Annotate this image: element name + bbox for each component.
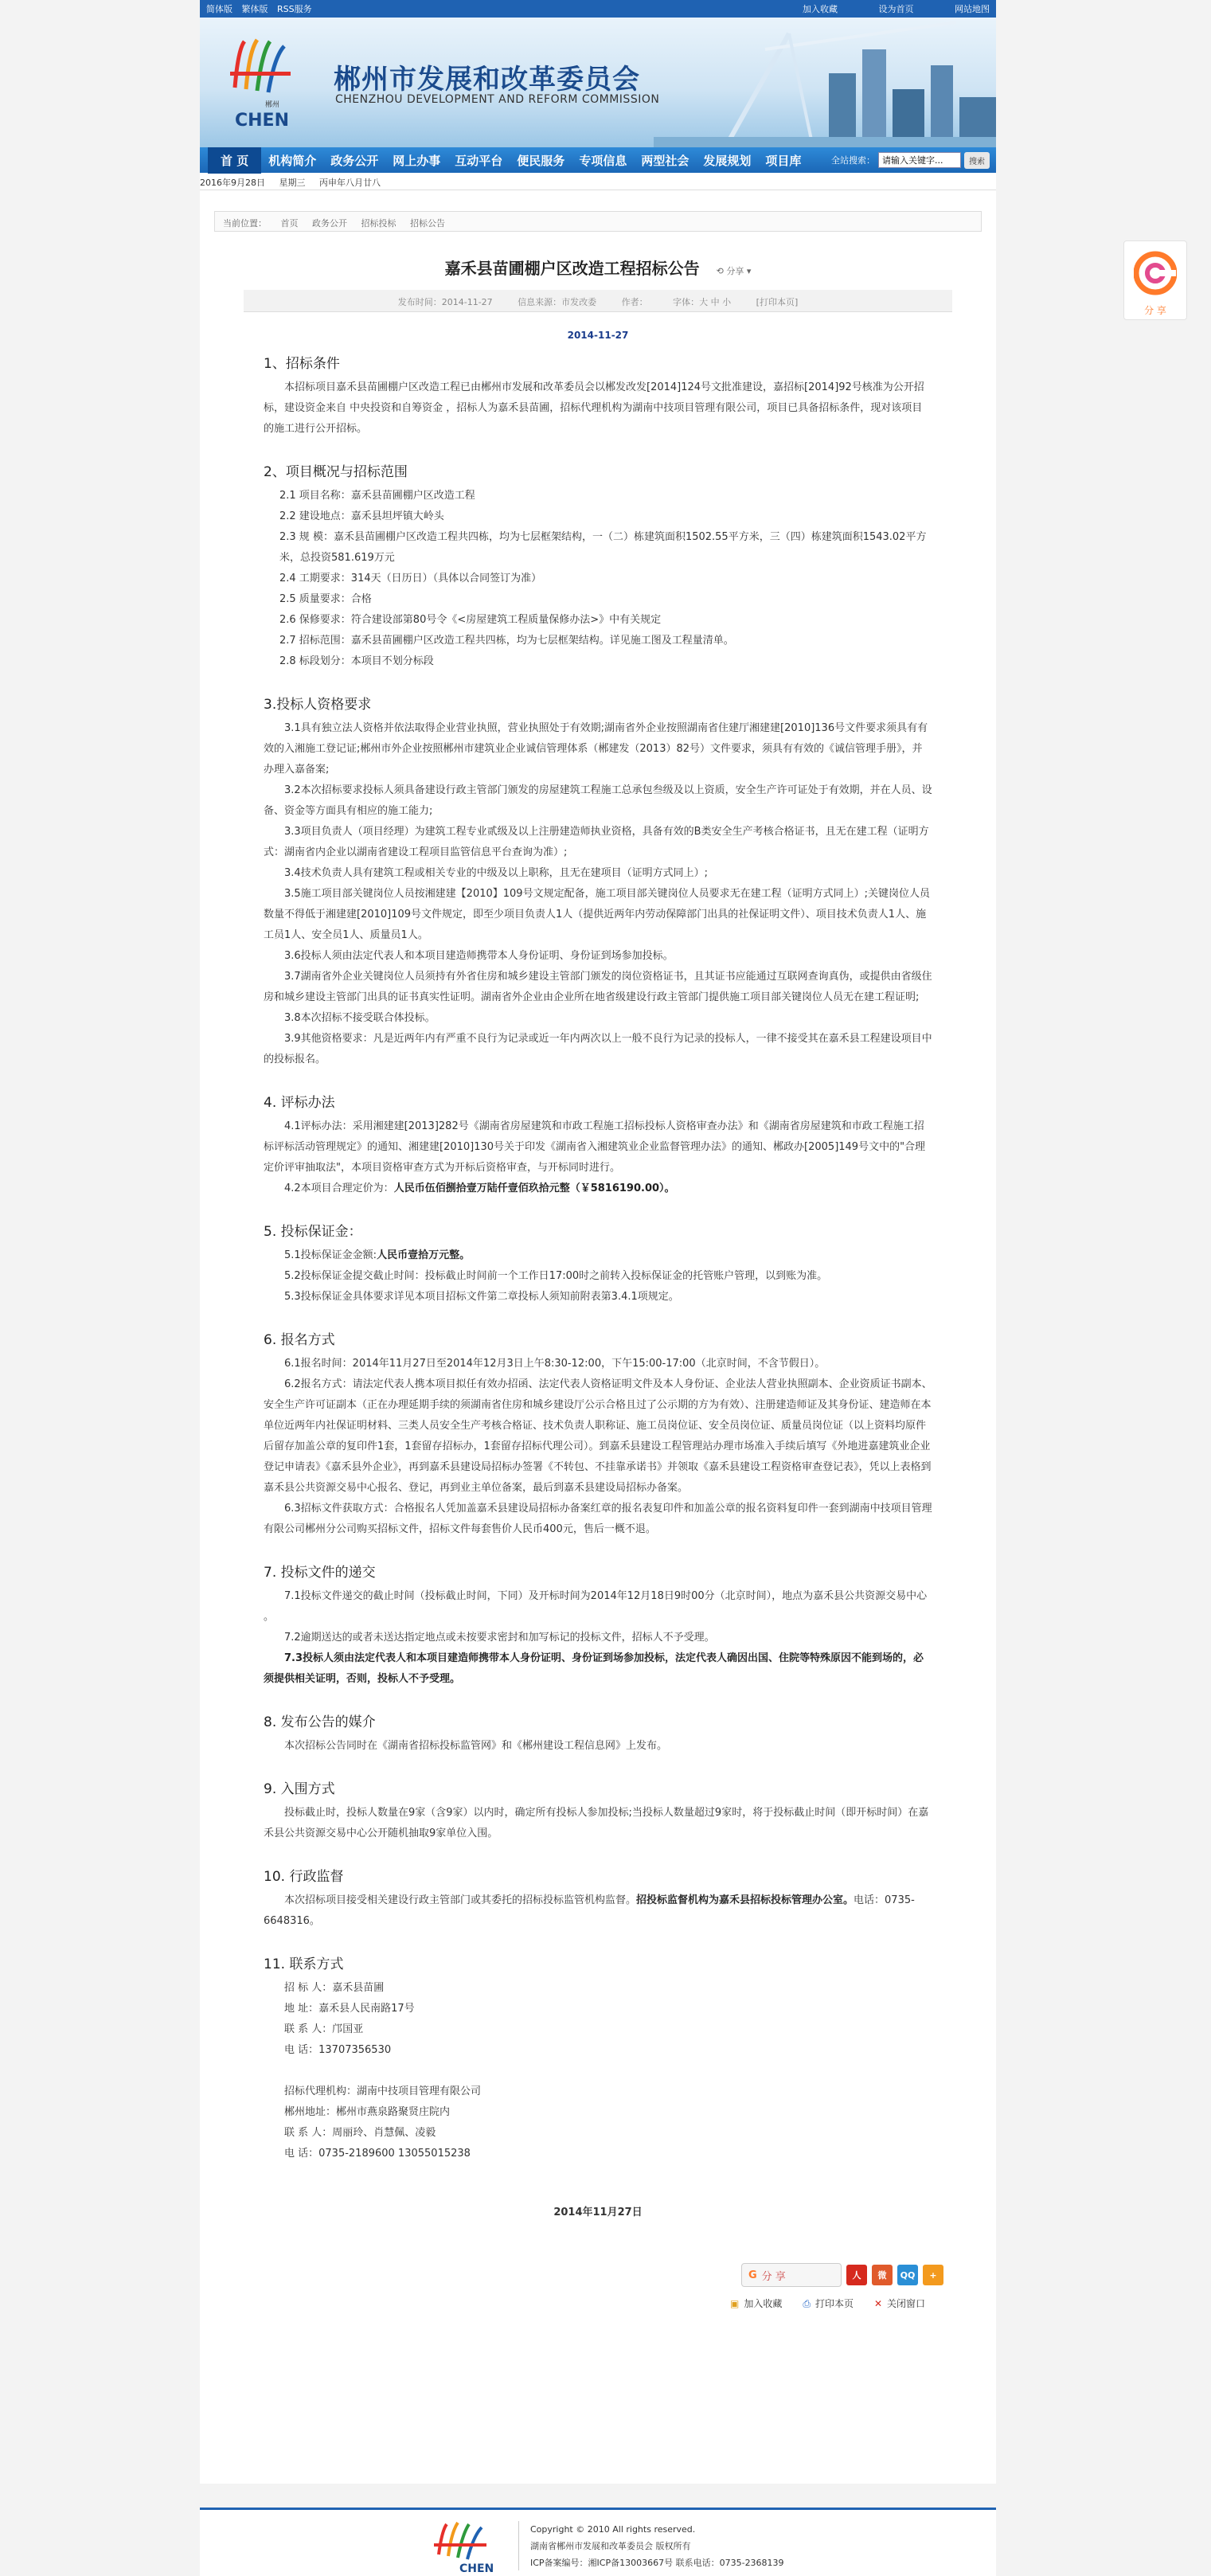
- breadcrumb: [214, 211, 982, 232]
- contact-line: 电 话：13707356530: [284, 2044, 392, 2056]
- meta-author: 作者：: [621, 297, 648, 307]
- nav-online-service[interactable]: 网上办事: [393, 153, 441, 168]
- search-input[interactable]: [878, 152, 961, 168]
- section-1-text: 本招标项目嘉禾县苗圃棚户区改造工程已由郴州市发展和改革委员会以郴发改发[2014]124号文批准建设，嘉招标[2014]92号核准为公开招标，建设资金来自 中央投资和自筹资金 ，招标人为嘉禾县苗圃，招标代理机构为湖南中技项目管理有限公司，项目已具备招标条件，现对该项目的施工进行公开招标。: [264, 381, 924, 435]
- meta-source: 信息来源：市发改委: [518, 297, 597, 307]
- contact-line: 郴州地址：郴州市燕泉路聚贤庄院内: [284, 2106, 451, 2118]
- tool-add-favorite-label: 加入收藏: [744, 2298, 783, 2309]
- page-tools: [730, 2297, 996, 2310]
- nav-special-info[interactable]: 专项信息: [579, 153, 627, 168]
- nav-about[interactable]: 机构简介: [268, 153, 317, 168]
- section-3-item: 3.2本次招标要求投标人须具备建设行政主管部门颁发的房屋建筑工程施工总承包叁级及以上资质，安全生产许可证处于有效期，并在人员、设备、资金等方面具有相应的施工能力;: [264, 784, 932, 817]
- section-3-title: 3.投标人资格要求: [264, 697, 372, 713]
- logo-text: CHEN: [235, 111, 289, 131]
- link-sitemap[interactable]: 网站地图: [955, 4, 990, 14]
- share-button[interactable]: [741, 2263, 842, 2287]
- nav-interaction[interactable]: 互动平台: [455, 153, 503, 168]
- deposit-label: 5.1投标保证金金额:: [284, 1249, 377, 1261]
- section-3-item: 3.9其他资格要求：凡是近两年内有严重不良行为记录或近一年内两次以上一般不良行为记录的投标人，一律不接受其在嘉禾县工程建设项目中的投标报名。: [264, 1033, 932, 1065]
- section-6-text: 6.1报名时间：2014年11月27日至2014年12月3日上午8:30-12:00，下午15:00-17:00（北京时间，不含节假日）。: [284, 1358, 826, 1370]
- search-button[interactable]: 搜索: [964, 152, 990, 169]
- section-10-title: 10. 行政监督: [264, 1869, 344, 1885]
- section-7-text: 7.1投标文件递交的截止时间（投标截止时间，下同）及开标时间为2014年12月18日9时00分（北京时间），地点为嘉禾县公共资源交易中心 。: [264, 1590, 928, 1623]
- breadcrumb-tender[interactable]: 招标投标: [361, 218, 397, 229]
- section-2-title: 2、项目概况与招标范围: [264, 464, 408, 480]
- section-3-item: 3.5施工项目部关键岗位人员按湘建建【2010】109号文规定配备，施工项目部关键岗位人员要求无在建工程（证明方式同上）;关键岗位人员数量不得低于湘建建[2010]109号文件规定，即至少项目负责人1人（提供近两年内劳动保障部门出具的社保证明文件）、项目技术负责人1人、施工员1人、安全员1人、质量员1人。: [264, 888, 930, 941]
- site-logo-icon[interactable]: [230, 33, 291, 131]
- section-9-text: 投标截止时，投标人数量在9家（含9家）以内时，确定所有投标人参加投标;当投标人数量超过9家时，将于投标截止时间（即开标时间）在嘉禾县公共资源交易中心公开随机抽取9家单位入围。: [264, 1807, 929, 1839]
- section-2-item: 2.7 招标范围：嘉禾县苗圃棚户区改造工程共四栋，均为七层框架结构。详见施工图及工程量清单。: [279, 635, 734, 647]
- link-add-favorite[interactable]: 加入收藏: [803, 4, 838, 14]
- deposit-value: 人民币壹拾万元整。: [377, 1249, 471, 1261]
- article-title-row: [200, 256, 996, 279]
- breadcrumb-label: 当前位置：: [223, 218, 267, 229]
- skyline-decoration: [654, 18, 996, 147]
- contact-line: 地 址：嘉禾县人民南路17号: [284, 2003, 415, 2015]
- section-6-text: 6.3招标文件获取方式：合格报名人凭加盖嘉禾县建设局招标办备案红章的报名表复印件和加盖公章的报名资料复印件一套到湖南中技项目管理有限公司郴州分公司购买招标文件，招标文件每套售价人民币400元，售后一概不退。: [264, 1503, 932, 1535]
- section-11-title: 11. 联系方式: [264, 1956, 344, 1972]
- section-2-item: 2.3 规 模：嘉禾县苗圃棚户区改造工程共四栋，均为七层框架结构，一（二）栋建筑面积1502.55平方米，三（四）栋建筑面积1543.02平方米，总投资581.619万元: [279, 531, 927, 564]
- nav-home[interactable]: 首 页: [208, 147, 261, 174]
- nav-project-library[interactable]: 项目库: [765, 153, 802, 168]
- link-traditional[interactable]: 繁体版: [241, 4, 268, 14]
- section-2-item: 2.4 工期要求：314天（日历日）（具体以合同签订为准）: [279, 573, 542, 584]
- footer-owner: 湖南省郴州市发展和改革委员会 版权所有: [530, 2541, 691, 2551]
- folder-icon: ▣: [730, 2298, 740, 2309]
- section-2-item: 2.6 保修要求：符合建设部第80号令《<房屋建筑工程质量保修办法>》中有关规定: [279, 614, 662, 626]
- section-6-title: 6. 报名方式: [264, 1332, 335, 1348]
- tool-add-favorite[interactable]: [730, 2297, 782, 2310]
- nav-two-type-society[interactable]: 两型社会: [641, 153, 689, 168]
- section-8-text: 本次招标公告同时在《湖南省招标投标监管网》和《郴州建设工程信息网》上发布。: [284, 1740, 668, 1752]
- close-icon: ✕: [873, 2298, 883, 2309]
- article-meta: [244, 290, 952, 312]
- breadcrumb-home[interactable]: 首页: [280, 218, 299, 229]
- article-date: 2014-11-27: [567, 330, 629, 341]
- link-rss[interactable]: RSS服务: [277, 4, 312, 14]
- floating-share-label: 分 享: [1144, 305, 1166, 316]
- section-8-title: 8. 发布公告的媒介: [264, 1714, 376, 1730]
- section-5-amount: [264, 1245, 932, 1266]
- floating-share-widget[interactable]: [1123, 240, 1187, 320]
- page-wrapper: [200, 0, 996, 2576]
- share-bar: [741, 2263, 996, 2287]
- section-3-item: 3.7湖南省外企业关键岗位人员须持有外省住房和城乡建设主管部门颁发的岗位资格证书，且其证书应能通过互联网查询真伪，或提供由省级住房和城乡建设主管部门出具的证书真实性证明。湖南省外企业由企业所在地省级建设行政主管部门提供施工项目部关键岗位人员无在建工程证明;: [264, 971, 932, 1003]
- site-search: [831, 152, 990, 169]
- date-bar: [200, 173, 996, 190]
- logo-small-text: 郴州: [265, 101, 280, 109]
- supervision-agency: 招投标监督机构为嘉禾县招标投标管理办公室。: [636, 1894, 854, 1906]
- printer-icon: ⎙: [803, 2298, 811, 2309]
- footer-logo-text: CHEN: [459, 2562, 494, 2575]
- footer-logo-icon: [431, 2519, 502, 2575]
- contact-line: 招标代理机构：湖南中技项目管理有限公司: [284, 2085, 482, 2097]
- article-title: 嘉禾县苗圃棚户区改造工程招标公告: [444, 259, 700, 278]
- section-7-text-bold: 7.3投标人须由法定代表人和本项目建造师携带本人身份证明、身份证到场参加投标，法定代表人确因出国、住院等特殊原因不能到场的，必须提供相关证明，否则，投标人不予受理。: [264, 1652, 924, 1685]
- qq-icon[interactable]: QQ: [897, 2265, 918, 2285]
- section-3-item: 3.3项目负责人（项目经理）为建筑工程专业贰级及以上注册建造师执业资格，具备有效的B类安全生产考核合格证书，且无在建工程（证明方式：湖南省内企业以湖南省建设工程项目监管信息平台查询为准）;: [264, 826, 929, 858]
- section-3-item: 3.1具有独立法人资格并依法取得企业营业执照，营业执照处于有效期;湖南省外企业按照湖南省住建厅湘建建[2010]136号文件要求须具有有效的入湘施工登记证;郴州市外企业按照郴州市建筑业企业诚信管理体系（郴建发（2013）82号）文件要求，须具有有效的《诚信管理手册》，并办理入嘉备案;: [264, 722, 928, 776]
- tool-close-label: 关闭窗口: [887, 2298, 926, 2309]
- section-2-item: 2.5 质量要求：合格: [279, 593, 372, 605]
- section-7-title: 7. 投标文件的递交: [264, 1565, 376, 1581]
- link-simplified[interactable]: 简体版: [206, 4, 232, 14]
- section-10-text: [264, 1890, 932, 1932]
- section-4-price: [264, 1179, 932, 1199]
- current-date: 2016年9月28日: [200, 178, 265, 188]
- section-5-text: 5.3投标保证金具体要求详见本项目招标文件第二章投标人须知前附表第3.4.1项规定。: [284, 1291, 679, 1303]
- current-weekday: 星期三: [279, 178, 306, 188]
- section-3-item: 3.8本次招标不接受联合体投标。: [284, 1012, 436, 1024]
- section-1-title: 1、招标条件: [264, 356, 340, 372]
- footer-text: [530, 2521, 784, 2571]
- price-value: 人民币伍佰捌拾壹万陆仟壹佰玖拾元整（￥5816190.00）。: [393, 1182, 675, 1194]
- section-5-title: 5. 投标保证金：: [264, 1224, 362, 1240]
- section-2-item: 2.2 建设地点：嘉禾县坦坪镇大岭头: [279, 510, 444, 522]
- search-label: 全站搜索：: [831, 155, 875, 166]
- renren-icon[interactable]: 人: [846, 2265, 867, 2285]
- section-9-title: 9. 入围方式: [264, 1781, 335, 1797]
- section-4-text: 4.1评标办法：采用湘建建[2013]282号《湖南省房屋建筑和市政工程施工招标投标人资格审查办法》和《湖南省房屋建筑和市政工程施工招标评标活动管理规定》的通知、湘建建[2010]130号关于印发《湖南省入湘建筑业企业监督管理办法》的通知、郴政办[2005]149号文中的"合理定价评审抽取法"，本项目资格审查方式为开标后资格审查，与开标同时进行。: [264, 1120, 926, 1174]
- section-3-item: 3.6投标人须由法定代表人和本项目建造师携带本人身份证明、身份证到场参加投标。: [284, 950, 674, 962]
- footer-icp: ICP备案编号：湘ICP备13003667号 联系电话：0735-2368139: [530, 2558, 784, 2568]
- contact-line: 电 话：0735-2189600 13055015238: [284, 2148, 471, 2160]
- more-share-icon[interactable]: +: [923, 2265, 943, 2285]
- main-nav: [200, 147, 996, 173]
- site-subtitle: CHENZHOU DEVELOPMENT AND REFORM COMMISSION: [335, 93, 660, 106]
- main-content: [200, 190, 996, 2484]
- footer: [200, 2508, 996, 2576]
- section-4-title: 4. 评标办法: [264, 1095, 335, 1111]
- section-3-item: 3.4技术负责人具有建筑工程或相关专业的中级及以上职称，且无在建项目（证明方式同上）;: [284, 867, 709, 879]
- lunar-date: 丙申年八月廿八: [319, 178, 381, 188]
- share-label: 分 享: [761, 2270, 786, 2283]
- share-mini-label: 分享: [726, 266, 744, 276]
- supervision-text: 本次招标项目接受相关建设行政主管部门或其委托的招标投标监管机构监督。: [284, 1894, 637, 1906]
- supervision-tel: 电话：0735-6648316。: [264, 1894, 915, 1927]
- price-label: 4.2本项目合理定价为：: [284, 1182, 394, 1194]
- section-2-item: 2.8 标段划分：本项目不划分标段: [279, 655, 434, 667]
- meta-print[interactable]: [打印本页]: [756, 297, 799, 307]
- top-utility-bar: [200, 0, 996, 18]
- footer-copyright: Copyright © 2010 All rights reserved.: [530, 2524, 696, 2535]
- share-logo-icon: G: [748, 2269, 757, 2281]
- section-7-text: 7.2逾期送达的或者未送达指定地点或未按要求密封和加写标记的投标文件，招标人不予受理。: [284, 1632, 715, 1644]
- article-body: [264, 354, 932, 2223]
- nav-planning[interactable]: 发展规划: [703, 153, 752, 168]
- link-set-homepage[interactable]: 设为首页: [878, 4, 914, 14]
- share-mini-button[interactable]: ⟲ 分享 ▾: [716, 266, 752, 276]
- section-6-text: 6.2报名方式：请法定代表人携本项目拟任有效办招函、法定代表人资格证明文件及本人身份证、企业法人营业执照副本、企业资质证书副本、安全生产许可证副本（正在办理延期手续的须湖南省住房和城乡建设厅公示合格且过了公示期的方为有效）、注册建造师证及其身份证、建造师在本单位近两年内社保证明材料、三类人员安全生产考核合格证、技术负责人职称证、施工员岗位证、安全员岗位证、质量员岗位证（以上资料均原件后留存加盖公章的复印件1套，1套留存招标办，1套留存招标代理公司）。到嘉禾县建设工程管理站办理市场准入手续后填写《外地进嘉建筑业企业登记申请表》《嘉禾县外企业》，再到嘉禾县建设局招标办签署《不转包、不挂靠承诺书》并领取《嘉禾县建设工程资格审查登记表》，凭以上表格到嘉禾县公共资源交易中心报名、登记，再到业主单位备案，最后到嘉禾县建设局招标办备案。: [264, 1378, 932, 1494]
- weibo-icon[interactable]: 微: [872, 2265, 893, 2285]
- breadcrumb-public-affairs[interactable]: 政务公开: [312, 218, 347, 229]
- header-banner: [200, 18, 996, 147]
- signature-date: 2014年11月27日: [553, 2207, 643, 2218]
- section-5-text: 5.2投标保证金提交截止时间：投标截止时间前一个工作日17:00时之前转入投标保证金的托管账户管理，以到账为准。: [284, 1270, 828, 1282]
- nav-public-affairs[interactable]: 政务公开: [330, 153, 379, 168]
- contact-line: 联 系 人：邝国亚: [284, 2023, 364, 2035]
- contact-line: 招 标 人：嘉禾县苗圃: [284, 1982, 385, 1994]
- meta-font-size[interactable]: 字体：大 中 小: [673, 297, 732, 307]
- contact-line: 联 系 人：周丽玲、肖慧佩、凌毅: [284, 2127, 436, 2139]
- site-title: 郴州市发展和改革委员会: [334, 64, 640, 96]
- tool-close[interactable]: [874, 2297, 925, 2310]
- meta-publish-time: 发布时间：2014-11-27: [397, 297, 493, 307]
- share-logo-icon: [1134, 249, 1177, 297]
- section-2-item: 2.1 项目名称：嘉禾县苗圃棚户区改造工程: [279, 490, 475, 502]
- tool-print[interactable]: [803, 2297, 854, 2310]
- breadcrumb-tender-notice[interactable]: 招标公告: [410, 218, 445, 229]
- tool-print-label: 打印本页: [814, 2298, 854, 2309]
- nav-convenience[interactable]: 便民服务: [517, 153, 565, 168]
- contact-block: [264, 1978, 932, 2164]
